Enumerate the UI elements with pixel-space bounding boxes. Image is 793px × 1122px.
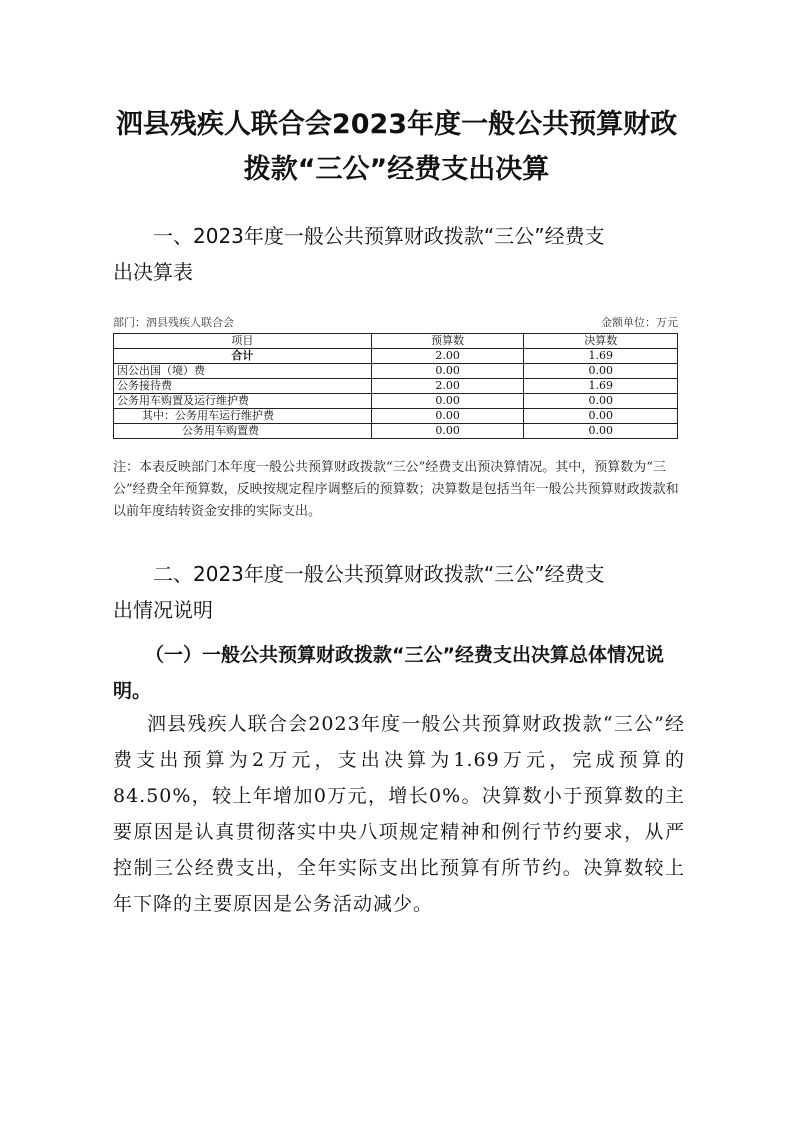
subsection-1-body [113, 706, 685, 922]
row-budget: 0.00 [371, 424, 524, 439]
section-2-heading-line-1: 二、2023年度一般公共预算财政拨款“三公”经费支 [153, 562, 605, 586]
table-row [114, 379, 678, 394]
row-actual: 0.00 [524, 424, 678, 439]
budget-table [113, 333, 678, 439]
row-actual: 0.00 [524, 409, 678, 424]
table-meta [113, 314, 678, 330]
row-budget: 0.00 [371, 394, 524, 409]
section-1-heading-line-2: 出决算表 [113, 260, 193, 284]
subsection-1-heading-text: （一）一般公共预算财政拨款“三公”经费支出决算总体情况说明。 [113, 644, 664, 702]
section-1-heading-line-1: 一、2023年度一般公共预算财政拨款“三公”经费支 [153, 224, 605, 248]
row-label: 公务接待费 [114, 379, 372, 394]
section-2-heading [113, 556, 683, 628]
table-row [114, 394, 678, 409]
table-header-row [114, 334, 678, 349]
row-budget: 2.00 [371, 349, 524, 364]
row-budget: 0.00 [371, 409, 524, 424]
department-label: 部门：泗县残疾人联合会 [113, 316, 234, 329]
title-line-2: 拨款“三公”经费支出决算 [243, 154, 550, 185]
table-row-total [114, 349, 678, 364]
subsection-1-body-text: 泗县残疾人联合会2023年度一般公共预算财政拨款“三公”经费支出预算为2万元，支出决算为1.69万元，完成预算的84.50%，较上年增加0万元，增长0%。决算数小于预算数的主要原因是认真贯彻落实中央八项规定精神和例行节约要求，从严控制三公经费支出，全年实际支出比预算有所节约。决算数较上年下降的主要原因是公务活动减少。 [113, 713, 685, 915]
table-row [114, 364, 678, 379]
row-label: 公务用车购置费 [114, 424, 372, 439]
section-1-heading [113, 218, 683, 290]
document-title [110, 102, 683, 192]
header-budget: 预算数 [371, 334, 524, 349]
subsection-1-heading [113, 637, 685, 709]
header-actual: 决算数 [524, 334, 678, 349]
unit-label: 金额单位：万元 [601, 316, 678, 329]
row-actual: 0.00 [524, 364, 678, 379]
row-label: 合计 [114, 349, 372, 364]
table-note: 注：本表反映部门本年度一般公共预算财政拨款“三公”经费支出预决算情况。其中，预算数为“三公”经费全年预算数，反映按规定程序调整后的预算数；决算数是包括当年一般公共预算财政拨款和以前年度结转资金安排的实际支出。 [113, 460, 679, 519]
row-actual: 0.00 [524, 394, 678, 409]
table-row [114, 424, 678, 439]
row-actual: 1.69 [524, 349, 678, 364]
section-2-heading-line-2: 出情况说明 [113, 598, 213, 622]
row-label: 因公出国（境）费 [114, 364, 372, 379]
row-actual: 1.69 [524, 379, 678, 394]
table-row [114, 409, 678, 424]
row-budget: 0.00 [371, 364, 524, 379]
header-item: 项目 [114, 334, 372, 349]
row-budget: 2.00 [371, 379, 524, 394]
row-label: 其中：公务用车运行维护费 [114, 409, 372, 424]
row-label: 公务用车购置及运行维护费 [114, 394, 372, 409]
title-line-1: 泗县残疾人联合会2023年度一般公共预算财政 [115, 109, 678, 140]
